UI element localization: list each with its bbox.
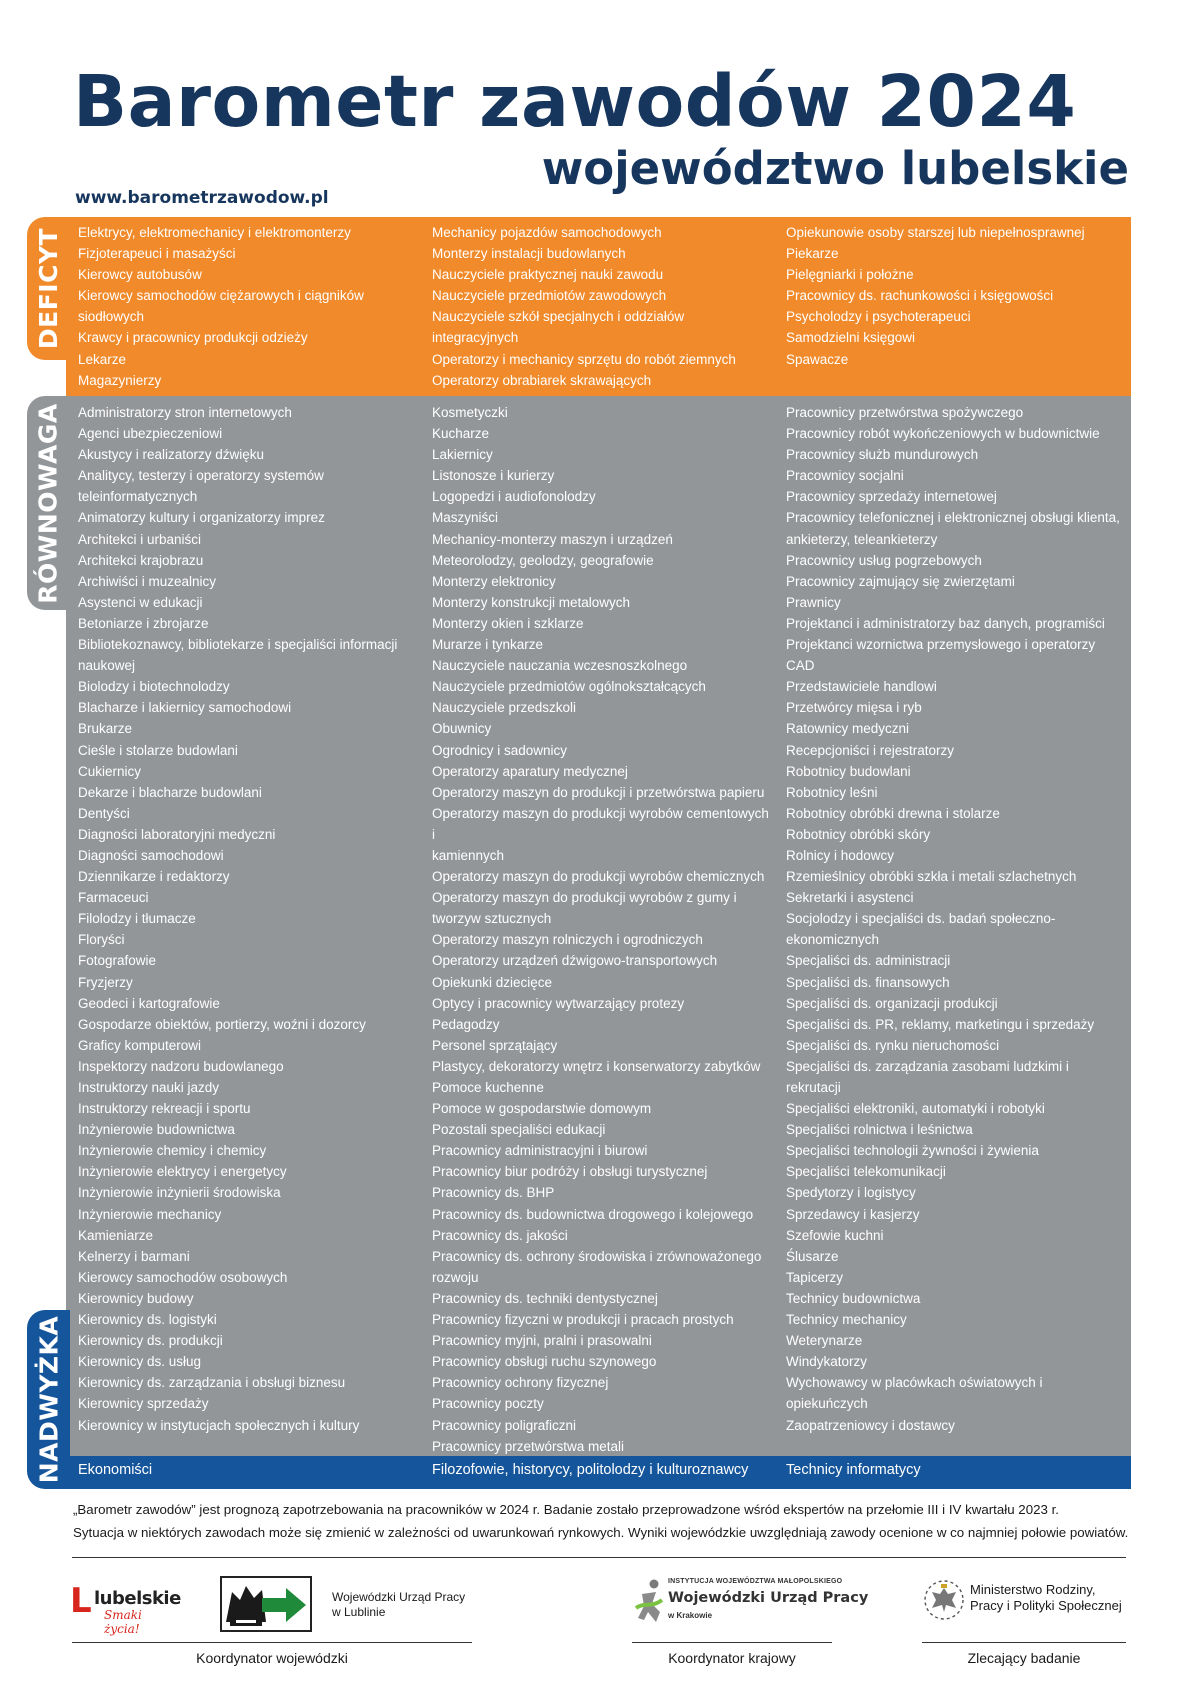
occupation-item: Ekonomiści <box>78 1462 153 1478</box>
occupation-item: tworzyw sztucznych <box>432 911 552 927</box>
occupation-item: Kierownicy ds. produkcji <box>78 1333 223 1349</box>
occupation-item: Pracownicy sprzedaży internetowej <box>786 489 997 505</box>
occupation-item: Architekci i urbaniści <box>78 531 202 547</box>
occupation-item: Operatorzy i mechanicy sprzętu do robót ziemnych <box>432 351 736 367</box>
occupation-item: Specjaliści elektroniki, automatyki i robotyki <box>786 1101 1045 1117</box>
occupation-item: siodłowych <box>78 309 145 325</box>
occupation-item: Farmaceuci <box>78 890 149 906</box>
occupation-item: Architekci krajobrazu <box>78 552 204 568</box>
occupation-item: Kucharze <box>432 426 490 442</box>
occupation-item: Pracownicy socjalni <box>786 468 904 484</box>
occupation-item: Specjaliści ds. finansowych <box>786 974 950 990</box>
occupation-item: Robotnicy leśni <box>786 784 878 800</box>
occupation-item: Zaopatrzeniowcy i dostawcy <box>786 1417 955 1433</box>
occupation-item: Fizjoterapeuci i masażyści <box>78 246 236 262</box>
occupation-item: Projektanci wzornictwa przemysłowego i operatorzy CAD <box>786 637 1099 674</box>
occupation-item: Operatorzy aparatury medycznej <box>432 763 628 779</box>
occupation-item: Instruktorzy rekreacji i sportu <box>78 1101 251 1117</box>
occupation-item: Robotnicy budowlani <box>786 763 911 779</box>
deficyt-column-2 <box>432 222 772 391</box>
occupation-item: Diagności laboratoryjni medyczni <box>78 826 276 842</box>
occupation-item: Lakiernicy <box>432 447 493 463</box>
occupation-item: Pracownicy myjni, pralni i prasowalni <box>432 1333 652 1349</box>
eagle-emblem-icon <box>922 1578 966 1622</box>
occupation-item: Specjaliści technologii żywności i żywienia <box>786 1143 1039 1159</box>
occupation-item: Pracownicy biur podróży i obsługi turystycznej <box>432 1164 708 1180</box>
lubelskie-wordmark: lubelskie <box>94 1588 181 1609</box>
occupation-item: Specjaliści ds. PR, reklamy, marketingu i sprzedaży <box>786 1016 1095 1032</box>
occupation-item: Dekarze i blacharze budowlani <box>78 784 262 800</box>
note-line-1: „Barometr zawodów” jest prognozą zapotrzebowania na pracowników w 2024 r. Badanie zostało przeprowadzone wśród ekspertów na przełomie III i IV kwartału 2023 r. <box>73 1502 1059 1517</box>
occupation-item: Pielęgniarki i położne <box>786 267 914 283</box>
occupation-item: Mechanicy pojazdów samochodowych <box>432 225 662 240</box>
caption-regional-coordinator: Koordynator wojewódzki <box>196 1650 348 1666</box>
occupation-item: Pracownicy poligraficzni <box>432 1417 577 1433</box>
occupation-item: Monterzy konstrukcji metalowych <box>432 594 631 610</box>
occupation-item: Socjolodzy i specjaliści ds. badań społeczno- <box>786 911 1056 927</box>
occupation-item: Pracownicy ds. rachunkowości i księgowości <box>786 288 1054 304</box>
caption-national-coordinator: Koordynator krajowy <box>668 1650 796 1666</box>
nadwyzka-column-3 <box>786 1460 1126 1481</box>
occupation-item: Specjaliści ds. organizacji produkcji <box>786 995 998 1011</box>
occupation-item: Tapicerzy <box>786 1269 844 1285</box>
occupation-item: Plastycy, dekoratorzy wnętrz i konserwatorzy zabytków <box>432 1058 761 1074</box>
occupation-item: Geodeci i kartografowie <box>78 995 220 1011</box>
occupation-item: Specjaliści ds. zarządzania zasobami ludzkimi i <box>786 1058 1069 1074</box>
caption-rule-commissioning <box>922 1642 1126 1643</box>
footer-divider <box>72 1557 1126 1558</box>
occupation-item: Meteorolodzy, geolodzy, geografowie <box>432 552 654 568</box>
occupation-item: Inspektorzy nadzoru budowlanego <box>78 1058 284 1074</box>
occupation-item: Ślusarze <box>786 1248 839 1264</box>
occupation-item: integracyjnych <box>432 330 519 346</box>
occupation-item: Pracownicy fizyczni w produkcji i pracach prostych <box>432 1312 734 1328</box>
occupation-item: Pracownicy ds. budownictwa drogowego i kolejowego <box>432 1206 754 1222</box>
page-title: Barometr zawodów 2024 <box>73 60 1077 143</box>
occupation-item: Brukarze <box>78 721 133 737</box>
occupation-item: Logopedzi i audiofonolodzy <box>432 489 596 505</box>
occupation-item: Optycy i pracownicy wytwarzający protezy <box>432 995 685 1011</box>
website-link[interactable]: www.barometrzawodow.pl <box>75 188 329 208</box>
wup-lublin-emblem-icon <box>222 1578 310 1630</box>
occupation-item: Pracownicy obsługi ruchu szynowego <box>432 1354 657 1370</box>
occupation-item: Pozostali specjaliści edukacji <box>432 1122 606 1138</box>
occupation-item: Szefowie kuchni <box>786 1227 884 1243</box>
occupation-item: Robotnicy obróbki drewna i stolarze <box>786 805 1000 821</box>
wup-lublin-logo <box>220 1576 312 1632</box>
occupation-item: Gospodarze obiektów, portierzy, woźni i dozorcy <box>78 1016 366 1032</box>
occupation-item: Archiwiści i muzealnicy <box>78 573 217 589</box>
occupation-item: Pracownicy przetwórstwa metali <box>432 1438 625 1454</box>
occupation-item: Operatorzy obrabiarek skrawających <box>432 372 652 388</box>
occupation-item: Psycholodzy i psychoterapeuci <box>786 309 971 325</box>
occupation-item: Inżynierowie inżynierii środowiska <box>78 1185 281 1201</box>
occupation-item: Projektanci i administratorzy baz danych, programiści <box>786 615 1105 631</box>
occupation-item: Pracownicy ds. jakości <box>432 1227 568 1243</box>
occupation-item: Sekretarki i asystenci <box>786 890 914 906</box>
occupation-item: Specjaliści ds. administracji <box>786 953 951 969</box>
occupation-item: Pracownicy poczty <box>432 1396 544 1412</box>
occupation-item: Pracownicy służb mundurowych <box>786 447 979 463</box>
occupation-item: Robotnicy obróbki skóry <box>786 826 931 842</box>
occupation-item: Pracownicy ds. ochrony środowiska i zrównoważonego <box>432 1248 762 1264</box>
wup-lublin-line-1: Wojewódzki Urząd Pracy <box>332 1590 466 1604</box>
occupation-item: Graficy komputerowi <box>78 1037 202 1053</box>
occupation-item: Windykatorzy <box>786 1354 868 1370</box>
occupation-item: Nauczyciele przedszkoli <box>432 700 577 716</box>
occupation-item: ankieterzy, teleankieterzy <box>786 531 938 547</box>
occupation-item: Fotografowie <box>78 953 157 969</box>
rownowaga-column-2 <box>432 402 772 1457</box>
occupation-item: Inżynierowie chemicy i chemicy <box>78 1143 267 1159</box>
occupation-item: Administratorzy stron internetowych <box>78 405 292 420</box>
occupation-item: Inżynierowie budownictwa <box>78 1122 235 1138</box>
occupation-item: Maszyniści <box>432 510 499 526</box>
occupation-item: Nauczyciele praktycznej nauki zawodu <box>432 267 664 283</box>
occupation-item: Kierownicy w instytucjach społecznych i kultury <box>78 1417 360 1433</box>
ministry-logo <box>922 1578 1132 1624</box>
occupation-item: Filolodzy i tłumacze <box>78 911 196 927</box>
lubelskie-tagline: Smaki życia! <box>104 1608 142 1636</box>
ministry-line-1: Ministerstwo Rodziny, <box>970 1582 1096 1597</box>
occupation-item: Pracownicy ds. BHP <box>432 1185 555 1201</box>
occupation-item: Ogrodnicy i sadownicy <box>432 742 568 758</box>
occupation-item: Spawacze <box>786 351 849 367</box>
lubelskie-logo <box>70 1580 181 1636</box>
caption-commissioning: Zlecający badanie <box>967 1650 1081 1666</box>
occupation-item: Pedagodzy <box>432 1016 500 1032</box>
occupation-item: Monterzy instalacji budowlanych <box>432 246 626 262</box>
deficyt-column-1 <box>78 222 418 391</box>
occupation-item: Kierownicy sprzedaży <box>78 1396 209 1412</box>
occupation-item: Kierowcy autobusów <box>78 267 202 283</box>
occupation-item: Filozofowie, historycy, politolodzy i kulturoznawcy <box>432 1462 749 1478</box>
occupation-item: Listonosze i kurierzy <box>432 468 555 484</box>
occupation-item: Przedstawiciele handlowi <box>786 679 937 695</box>
occupation-item: Technicy budownictwa <box>786 1290 921 1306</box>
wup-lublin-line-2: w Lublinie <box>332 1605 386 1619</box>
nadwyzka-column-2 <box>432 1460 772 1481</box>
occupation-item: Cukiernicy <box>78 763 142 779</box>
occupation-item: rozwoju <box>432 1269 479 1285</box>
occupation-item: Spedytorzy i logistycy <box>786 1185 916 1201</box>
occupation-item: Nauczyciele nauczania wczesnoszkolnego <box>432 658 688 674</box>
wup-krakow-name: Wojewódzki Urząd Pracy <box>668 1590 869 1606</box>
caption-rule-national <box>632 1642 832 1643</box>
occupation-item: Specjaliści telekomunikacji <box>786 1164 946 1180</box>
occupation-item: Pracownicy telefonicznej i elektronicznej obsługi klienta, <box>786 510 1120 526</box>
occupation-item: Floryści <box>78 932 125 948</box>
methodology-note <box>73 1498 1133 1544</box>
occupation-item: Bibliotekoznawcy, bibliotekarze i specjaliści informacji <box>78 637 398 653</box>
occupation-item: Elektrycy, elektromechanicy i elektromonterzy <box>78 225 351 240</box>
occupation-item: Magazynierzy <box>78 372 162 388</box>
occupation-item: Analitycy, testerzy i operatorzy systemów <box>78 468 324 484</box>
occupation-item: Nauczyciele przedmiotów ogólnokształcących <box>432 679 706 695</box>
occupation-item: Kierownicy budowy <box>78 1290 194 1306</box>
occupation-item: Nauczyciele szkół specjalnych i oddziałów <box>432 309 685 325</box>
nadwyzka-label: NADWYŻKA <box>34 1315 63 1484</box>
occupation-item: Opiekunowie osoby starszej lub niepełnosprawnej <box>786 225 1085 240</box>
occupation-item: Obuwnicy <box>432 721 492 737</box>
occupation-item: Murarze i tynkarze <box>432 637 544 653</box>
occupation-item: Mechanicy-monterzy maszyn i urządzeń <box>432 531 673 547</box>
occupation-item: Operatorzy maszyn do produkcji i przetwórstwa papieru <box>432 784 765 800</box>
occupation-item: Technicy informatycy <box>786 1462 921 1478</box>
occupation-item: Specjaliści ds. rynku nieruchomości <box>786 1037 1000 1053</box>
nadwyzka-column-1 <box>78 1460 418 1481</box>
occupation-item: Pracownicy zajmujący się zwierzętami <box>786 573 1015 589</box>
occupation-item: Pomoce w gospodarstwie domowym <box>432 1101 652 1117</box>
wup-krakow-logo <box>634 1578 869 1626</box>
occupation-item: Instruktorzy nauki jazdy <box>78 1080 220 1095</box>
occupation-item: Kierownicy ds. usług <box>78 1354 202 1370</box>
occupation-item: Rolnicy i hodowcy <box>786 847 895 863</box>
occupation-item: Samodzielni księgowi <box>786 330 916 346</box>
occupation-item: Sprzedawcy i kasjerzy <box>786 1206 920 1222</box>
occupation-item: Asystenci w edukacji <box>78 594 203 610</box>
occupation-item: Przetwórcy mięsa i ryb <box>786 700 922 716</box>
occupation-item: Wychowawcy w placówkach oświatowych i opiekuńczych <box>786 1375 1047 1412</box>
occupation-item: Lekarze <box>78 351 127 367</box>
occupation-item: Personel sprzątający <box>432 1037 558 1053</box>
occupation-item: kamiennych <box>432 847 505 863</box>
occupation-item: Kierownicy ds. logistyki <box>78 1312 217 1328</box>
occupation-item: Cieśle i stolarze budowlani <box>78 742 238 758</box>
occupation-item: Ratownicy medyczni <box>786 721 910 737</box>
occupation-item: Fryzjerzy <box>78 974 133 990</box>
occupation-item: Pracownicy przetwórstwa spożywczego <box>786 405 1024 420</box>
running-figure-icon <box>634 1578 666 1624</box>
occupation-item: Inżynierowie elektrycy i energetycy <box>78 1164 287 1180</box>
ministry-line-2: Pracy i Polityki Społecznej <box>970 1598 1122 1613</box>
occupation-item: Opiekunki dziecięce <box>432 974 553 990</box>
occupation-item: Pracownicy robót wykończeniowych w budownictwie <box>786 426 1100 442</box>
occupation-item: Pracownicy administracyjni i biurowi <box>432 1143 648 1159</box>
occupation-item: Technicy mechanicy <box>786 1312 907 1328</box>
occupation-item: Kierowcy samochodów ciężarowych i ciągników <box>78 288 364 304</box>
region-subtitle: województwo lubelskie <box>541 142 1129 195</box>
occupation-item: Agenci ubezpieczeniowi <box>78 426 223 442</box>
occupation-item: Operatorzy maszyn rolniczych i ogrodniczych <box>432 932 703 948</box>
occupation-item: Operatorzy maszyn do produkcji wyrobów cementowych i <box>432 805 773 842</box>
wup-krakow-city: w Krakowie <box>668 1611 713 1620</box>
occupation-item: Monterzy okien i szklarze <box>432 615 584 631</box>
occupation-item: Dziennikarze i redaktorzy <box>78 869 230 885</box>
deficyt-column-3 <box>786 222 1126 370</box>
occupation-item: Kierownicy ds. zarządzania i obsługi biznesu <box>78 1375 346 1391</box>
occupation-item: Biolodzy i biotechnolodzy <box>78 679 230 695</box>
occupation-item: Specjaliści rolnictwa i leśnictwa <box>786 1122 973 1138</box>
ministry-name <box>970 1582 1122 1614</box>
wup-krakow-institution: INSTYTUCJA WOJEWÓDZTWA MAŁOPOLSKIEGO <box>668 1578 843 1585</box>
occupation-item: ekonomicznych <box>786 932 880 948</box>
occupation-item: Pracownicy ochrony fizycznej <box>432 1375 609 1391</box>
occupation-item: Kierowcy samochodów osobowych <box>78 1269 288 1285</box>
occupation-item: Operatorzy maszyn do produkcji wyrobów z gumy i <box>432 890 737 906</box>
occupation-item: rekrutacji <box>786 1080 841 1095</box>
occupation-item: Rzemieślnicy obróbki szkła i metali szlachetnych <box>786 869 1077 885</box>
occupation-item: Prawnicy <box>786 594 841 610</box>
occupation-item: Monterzy elektronicy <box>432 573 556 589</box>
deficyt-tab <box>27 217 70 360</box>
rownowaga-tab <box>27 396 70 610</box>
occupation-item: Krawcy i pracownicy produkcji odzieży <box>78 330 308 346</box>
occupation-item: Animatorzy kultury i organizatorzy imprez <box>78 510 325 526</box>
lubelskie-l-mark: L <box>70 1581 92 1621</box>
occupation-item: Inżynierowie mechanicy <box>78 1206 222 1222</box>
occupation-item: Operatorzy maszyn do produkcji wyrobów chemicznych <box>432 869 765 885</box>
occupation-item: Blacharze i lakiernicy samochodowi <box>78 700 292 716</box>
occupation-item: Pomoce kuchenne <box>432 1080 544 1095</box>
occupation-item: naukowej <box>78 658 136 674</box>
occupation-item: Dentyści <box>78 805 130 821</box>
occupation-item: Operatorzy urządzeń dźwigowo-transportowych <box>432 953 718 969</box>
occupation-item: Diagności samochodowi <box>78 847 224 863</box>
deficyt-label: DEFICYT <box>34 227 63 350</box>
occupation-item: Pracownicy usług pogrzebowych <box>786 552 982 568</box>
occupation-item: Recepcjoniści i rejestratorzy <box>786 742 955 758</box>
occupation-item: Betoniarze i zbrojarze <box>78 615 209 631</box>
rownowaga-label: RÓWNOWAGA <box>34 402 63 604</box>
nadwyzka-tab <box>27 1310 70 1489</box>
rownowaga-column-1 <box>78 402 418 1436</box>
note-line-2: Sytuacja w niektórych zawodach może się zmienić w zależności od uwarunkowań rynkowych. Wyniki wojewódzkie uwzględniają zawody ocenione w co najmniej połowie powiatów. <box>73 1525 1129 1540</box>
rownowaga-column-3 <box>786 402 1126 1436</box>
occupation-item: Nauczyciele przedmiotów zawodowych <box>432 288 667 304</box>
occupation-item: Weterynarze <box>786 1333 863 1349</box>
caption-rule-regional <box>72 1642 472 1643</box>
occupation-item: Piekarze <box>786 246 839 262</box>
occupation-item: Kelnerzy i barmani <box>78 1248 190 1264</box>
occupation-item: Kosmetyczki <box>432 405 508 420</box>
occupation-item: teleinformatycznych <box>78 489 198 505</box>
occupation-item: Kamieniarze <box>78 1227 154 1243</box>
wup-lublin-name <box>332 1590 465 1620</box>
occupation-item: Pracownicy ds. techniki dentystycznej <box>432 1290 658 1306</box>
occupation-item: Akustycy i realizatorzy dźwięku <box>78 447 265 463</box>
